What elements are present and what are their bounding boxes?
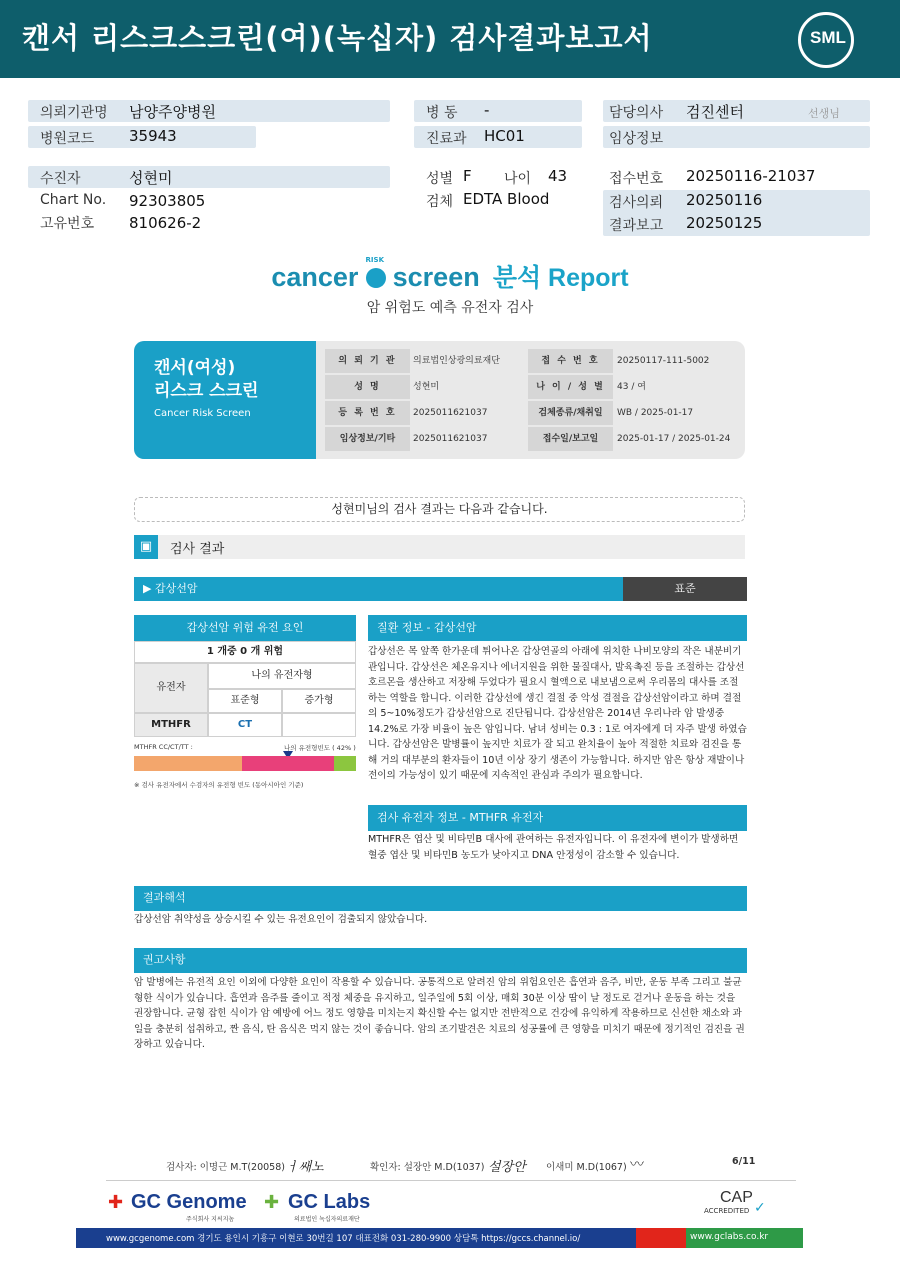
specimen-label: 검체	[426, 194, 454, 210]
gc-genome-logo: GC Genome	[131, 1191, 247, 1213]
gene-col-header: 유전자	[134, 663, 208, 713]
card-row4-label2: 접수일/보고일	[528, 427, 613, 451]
gene-info-text: MTHFR은 엽산 및 비타민B 대사에 관여하는 유전자입니다. 이 유전자에 변이가 발생하면 혈중 엽산 및 비타민B 농도가 낮아지고 DNA 안정성이 감소할 수 있습니다.	[368, 834, 739, 861]
uid-label: 고유번호	[40, 216, 95, 232]
dept-value: HC01	[484, 127, 525, 145]
confirmer2: 이새미 M.D(1067)	[546, 1162, 627, 1173]
footer-url[interactable]: www.gclabs.co.kr	[690, 1232, 769, 1242]
brand-subtitle: 암 위험도 예측 유전자 검사	[366, 300, 534, 316]
result-notice: 성현미님의 검사 결과는 다음과 같습니다.	[134, 497, 745, 522]
freq-bar-ct	[242, 756, 334, 771]
card-title-en: Cancer Risk Screen	[154, 408, 251, 419]
card-row3-label2: 검체종류/채취일	[528, 401, 613, 425]
folder-icon: ▣	[134, 535, 158, 559]
card-row3-value2: WB / 2025-01-17	[617, 408, 694, 418]
card-title-line2: 리스크 스크린	[154, 381, 259, 401]
check-icon: ✓	[754, 1200, 766, 1216]
thyroid-bar: ▶ 갑상선암	[134, 577, 623, 601]
card-row2-value1: 성현미	[413, 382, 440, 392]
mytype-col-header: 나의 유전자형	[208, 663, 356, 689]
card-row1-label1: 의 뢰 기 관	[325, 349, 410, 373]
disease-info-title: 질환 정보 - 갑상선암	[368, 615, 747, 641]
doctor-suffix: 선생님	[808, 107, 840, 120]
footer-divider	[106, 1180, 796, 1181]
gc-labs-logo: GC Labs	[288, 1191, 371, 1213]
interpretation-title: 결과해석	[134, 886, 747, 911]
specimen-value: EDTA Blood	[463, 190, 550, 208]
confirmer2-signature: 〰	[630, 1157, 644, 1173]
card-row1-label2: 접 수 번 호	[528, 349, 613, 373]
tester-signature: ㅓ쌔노	[286, 1160, 324, 1175]
footer-bar	[76, 1228, 803, 1248]
freq-bar-cc	[134, 756, 242, 771]
confirmer: 확인자: 설장안 M.D(1037)	[370, 1162, 485, 1173]
thyroid-status: 표준	[623, 577, 747, 601]
receipt-value: 20250116-21037	[686, 167, 816, 185]
brand-cancer: cancer	[271, 262, 359, 292]
card-row4-value2: 2025-01-17 / 2025-01-24	[617, 434, 731, 444]
sex-label: 성별	[426, 171, 454, 187]
code-label: 병원코드	[40, 131, 95, 147]
report-title: 캔서 리스크스크린(여)(녹십자) 검사결과보고서	[22, 21, 653, 55]
uid-value: 810626-2	[129, 214, 202, 232]
footer-bar-red	[636, 1228, 686, 1248]
card-row1-value2: 20250117-111-5002	[617, 356, 710, 366]
name-label: 수진자	[40, 171, 81, 187]
clinical-label: 임상정보	[609, 131, 664, 147]
recommendation-text: 암 발병에는 유전적 요인 이외에 다양한 요인이 작용할 수 있습니다. 공통적으로 알려진 암의 위험요인은 흡연과 음주, 비만, 운동 부족 그리고 불균형한 식이가 있습니다. 흡연과 음주를 줄이고 적정 체중을 유지하고, 일주일에 5회 이상, 매회 30분 이상 땀이 날 정도로 걷거나 운동을 하는 것을 권장합니다. 균형 잡힌 식이가 암 예방에 어느 정도 영향을 미치는지 확신할 수는 없지만 전반적으로 건강에 유익하게 작용하므로 신선한 채소와 과일을 충분히 섭취하고, 짠 음식, 탄 음식은 먹지 않는 것이 좋습니다. 암의 조기발견은 치료의 성공률에 큰 영향을 미치기 때문에 정기적인 검진을 권장하고 있습니다.	[134, 977, 745, 1050]
age-value: 43	[548, 167, 568, 185]
card-row4-label1: 임상정보/기타	[325, 427, 410, 451]
dept-label: 진료과	[426, 131, 467, 147]
sml-logo-text: SML	[810, 28, 846, 47]
risk-genotype-cell	[282, 713, 356, 737]
interpretation-text: 갑상선암 취약성을 상승시킬 수 있는 유전요인이 검출되지 않았습니다.	[134, 914, 428, 925]
report-value: 20250125	[686, 214, 763, 232]
section-header	[134, 535, 745, 559]
brand-screen: screen	[392, 262, 480, 292]
tester: 검사자: 이명근 M.T(20058)	[166, 1162, 285, 1173]
doctor-value: 검진센터	[686, 103, 744, 121]
risk-col-header: 증가형	[282, 689, 356, 713]
cap-sub: ACCREDITED	[704, 1207, 750, 1215]
page-number: 6/11	[732, 1156, 756, 1167]
card-row2-value2: 43 / 여	[617, 382, 646, 392]
section-title: 검사 결과	[170, 542, 225, 557]
name-row	[28, 166, 390, 188]
gene-table-summary: 1 개중 0 개 위험	[134, 641, 356, 663]
freq-footnote: ※ 검사 유전자에서 수검자의 유전형 빈도 (동아시아인 기준)	[134, 781, 304, 789]
card-row1-value1: 의료법인상광의료재단	[413, 356, 500, 366]
chart-label: Chart No.	[40, 192, 107, 208]
gene-table-title: 갑상선암 위험 유전 요인	[134, 615, 356, 641]
disease-info-text: 갑상선은 목 앞쪽 한가운데 튀어나온 갑상연골의 아래에 위치한 나비모양의 작은 내분비기관입니다. 갑상선은 체온유지나 에너지원을 위한 물질대사, 발육촉진 등을 조절하는 갑상선 호르몬을 생산하고 저장해 두었다가 필요시 혈액으로 내보냄으로써 우리몸의 대사를 조절하는 역할을 합니다. 이러한 갑상선에 생긴 결절 중 악성 결절을 갑상선암이라고 하며 결절의 5~10%정도가 갑상선암으로 진단됩니다. 갑상선암은 2014년 우리나라 암 발생중 14.2%로 가장 비율이 높은 암입니다. 남녀 성비는 0.3 : 1로 여자에게 더 자주 발생 하였습니다. 갑상선암은 발병률이 높지만 치료가 잘 되고 완치율이 높아 적절한 치료와 검진을 통해 거의 대부분의 환자들이 10년 이상 장기 생존이 가능합니다. 하지만 암은 항상 재발이나 전이의 가능성이 있기 때문에 지속적인 관심과 주의가 필요합니다.	[368, 646, 747, 781]
freq-left-label: MTHFR CC/CT/TT :	[134, 743, 193, 751]
recommendation-title: 권고사항	[134, 948, 747, 973]
card-row2-label1: 성 명	[325, 375, 410, 399]
gene-info-title: 검사 유전자 정보 - MTHFR 유전자	[368, 805, 747, 831]
card-title	[154, 357, 258, 403]
freq-right-label: 나의 유전형빈도 ( 42% )	[284, 744, 356, 752]
brand-report: 분석 Report	[492, 264, 629, 292]
brand-risk: RISK	[365, 256, 385, 264]
report-label: 결과보고	[609, 218, 664, 234]
ward-label: 병 동	[426, 105, 458, 121]
brand-logo	[0, 258, 900, 294]
gc-labs-cross-icon: ✚	[264, 1192, 280, 1213]
normal-col-header: 표준형	[208, 689, 282, 713]
hospital-label: 의뢰기관명	[40, 105, 108, 121]
confirmer-signature: 설장안	[488, 1160, 526, 1175]
request-value: 20250116	[686, 191, 763, 209]
name-value: 성현미	[129, 169, 173, 187]
hospital-value: 남양주양병원	[129, 103, 216, 121]
footer-address: www.gcgenome.com 경기도 용인시 기흥구 이현로 30번길 107 대표전화 031-280-9900 상담톡 https://gccs.channel.io/	[106, 1234, 581, 1244]
gc-labs-sub: 의료법인 녹십자의료재단	[294, 1216, 360, 1223]
genotype-cell: CT	[208, 713, 282, 737]
gc-cross-icon: ✚	[108, 1192, 124, 1213]
freq-bar-tt	[334, 756, 356, 771]
risk-dot-icon	[365, 256, 386, 288]
receipt-label: 접수번호	[609, 171, 664, 187]
request-label: 검사의뢰	[609, 195, 664, 211]
cap-logo: CAP	[720, 1189, 753, 1206]
age-label: 나이	[504, 171, 532, 187]
sex-value: F	[463, 167, 472, 185]
card-row3-label1: 등 록 번 호	[325, 401, 410, 425]
code-value: 35943	[129, 127, 177, 145]
card-row3-value1: 2025011621037	[413, 408, 488, 418]
doctor-label: 담당의사	[609, 105, 664, 121]
gc-genome-sub: 주식회사 지씨지놈	[186, 1216, 235, 1223]
card-row2-label2: 나 이 / 성 별	[528, 375, 613, 399]
card-title-line1: 캔서(여성)	[154, 358, 236, 378]
gene-name-cell: MTHFR	[134, 713, 208, 737]
card-row4-value1: 2025011621037	[413, 434, 488, 444]
ward-value: -	[484, 101, 490, 119]
chart-value: 92303805	[129, 192, 206, 210]
